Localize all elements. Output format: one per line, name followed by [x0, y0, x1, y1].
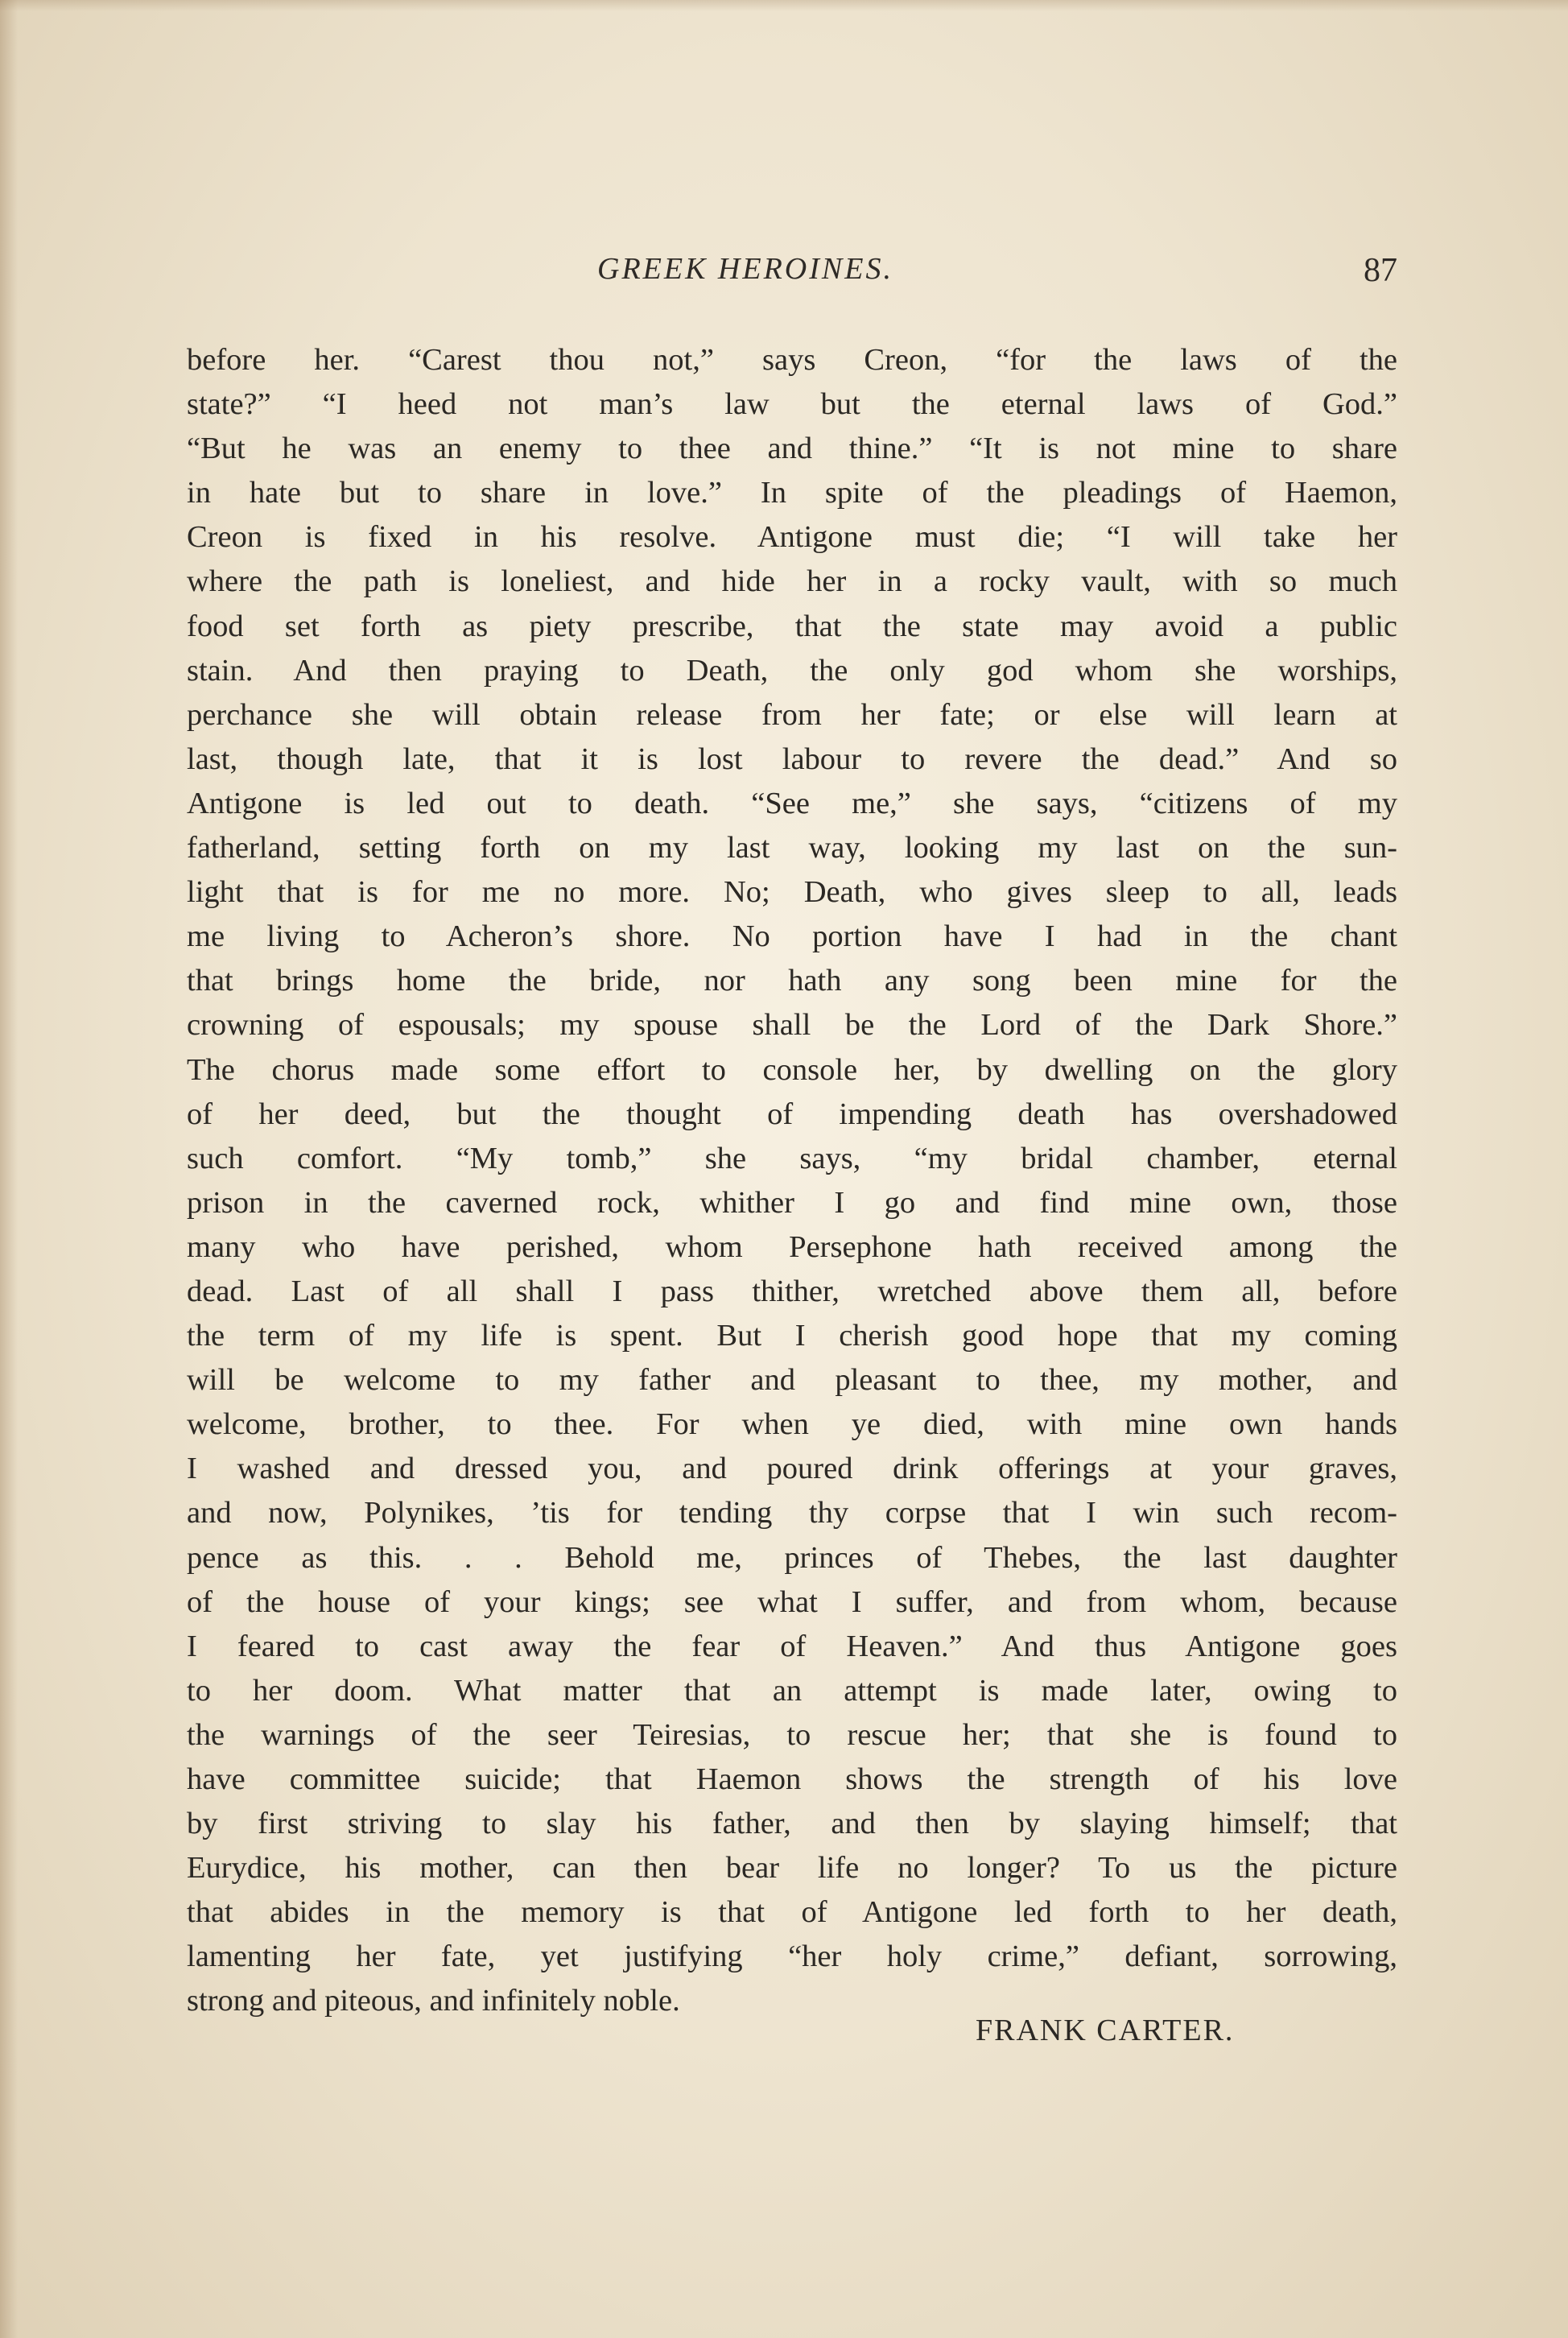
text-line: light that is for me no more. No; Death, who gives sleep to all, leads — [187, 875, 1397, 910]
text-line: will be welcome to my father and pleasant to thee, my mother, and — [187, 1363, 1397, 1398]
text-line: welcome, brother, to thee. For when ye died, with mine own hands — [187, 1407, 1397, 1442]
text-line: me living to Acheron’s shore. No portion have I had in the chant — [187, 919, 1397, 954]
running-title: GREEK HEROINES. — [597, 252, 893, 286]
text-line: pence as this. . . Behold me, princes of Thebes, the last daughter — [187, 1540, 1397, 1575]
text-line: such comfort. “My tomb,” she says, “my bridal chamber, eternal — [187, 1141, 1397, 1175]
text-line: Eurydice, his mother, can then bear life no longer? To us the picture — [187, 1851, 1397, 1886]
text-line: have committee suicide; that Haemon shows the strength of his love — [187, 1762, 1397, 1796]
text-line: I washed and dressed you, and poured drink offerings at your graves, — [187, 1452, 1397, 1486]
text-line: the warnings of the seer Teiresias, to rescue her; that she is found to — [187, 1717, 1397, 1752]
page-header — [187, 251, 1397, 299]
text-line: Antigone is led out to death. “See me,” she says, “citizens of my — [187, 786, 1397, 820]
text-line: state?” “I heed not man’s law but the eternal laws of God.” — [187, 387, 1397, 422]
text-line: strong and piteous, and infinitely noble. — [187, 1984, 680, 2018]
text-line: the term of my life is spent. But I cherish good hope that my coming — [187, 1319, 1397, 1353]
text-line: many who have perished, whom Persephone hath received among the — [187, 1229, 1397, 1264]
page-top-edge-shadow — [0, 0, 1568, 11]
text-line: before her. “Carest thou not,” says Creon, “for the laws of the — [187, 343, 1397, 377]
text-line: of the house of your kings; see what I suffer, and from whom, because — [187, 1584, 1397, 1619]
text-line: “But he was an enemy to thee and thine.” “It is not mine to share — [187, 432, 1397, 466]
text-line: food set forth as piety prescribe, that the state may avoid a public — [187, 609, 1397, 643]
text-line: that brings home the bride, nor hath any song been mine for the — [187, 964, 1397, 998]
text-line: stain. And then praying to Death, the only god whom she worships, — [187, 653, 1397, 688]
text-line: by first striving to slay his father, and then by slaying himself; that — [187, 1807, 1397, 1841]
text-line: perchance she will obtain release from her fate; or else will learn at — [187, 697, 1397, 732]
text-line: to her doom. What matter that an attempt is made later, owing to — [187, 1673, 1397, 1708]
text-line: and now, Polynikes, ’tis for tending thy corpse that I win such recom- — [187, 1496, 1397, 1530]
text-line: fatherland, setting forth on my last way, looking my last on the sun- — [187, 831, 1397, 865]
text-line: that abides in the memory is that of Antigone led forth to her death, — [187, 1895, 1397, 1930]
text-line: where the path is loneliest, and hide her in a rocky vault, with so much — [187, 564, 1397, 599]
body-paragraph — [187, 338, 1397, 2024]
text-line: in hate but to share in love.” In spite of the pleadings of Haemon, — [187, 476, 1397, 510]
text-line: crowning of espousals; my spouse shall be the Lord of the Dark Shore.” — [187, 1008, 1397, 1043]
text-line: of her deed, but the thought of impending death has overshadowed — [187, 1097, 1397, 1131]
author-signature: FRANK CARTER. — [976, 2014, 1235, 2047]
text-line: lamenting her fate, yet justifying “her holy crime,” defiant, sorrowing, — [187, 1939, 1397, 1974]
text-line: last, though late, that it is lost labour to revere the dead.” And so — [187, 741, 1397, 776]
text-line: prison in the caverned rock, whither I go and find mine own, those — [187, 1185, 1397, 1220]
page-number: 87 — [1364, 252, 1397, 289]
text-line: The chorus made some effort to console her, by dwelling on the glory — [187, 1052, 1397, 1087]
text-line: dead. Last of all shall I pass thither, wretched above them all, before — [187, 1274, 1397, 1308]
text-line: I feared to cast away the fear of Heaven.” And thus Antigone goes — [187, 1629, 1397, 1663]
page-left-edge-shadow — [0, 0, 18, 2338]
text-line: Creon is fixed in his resolve. Antigone must die; “I will take her — [187, 520, 1397, 555]
